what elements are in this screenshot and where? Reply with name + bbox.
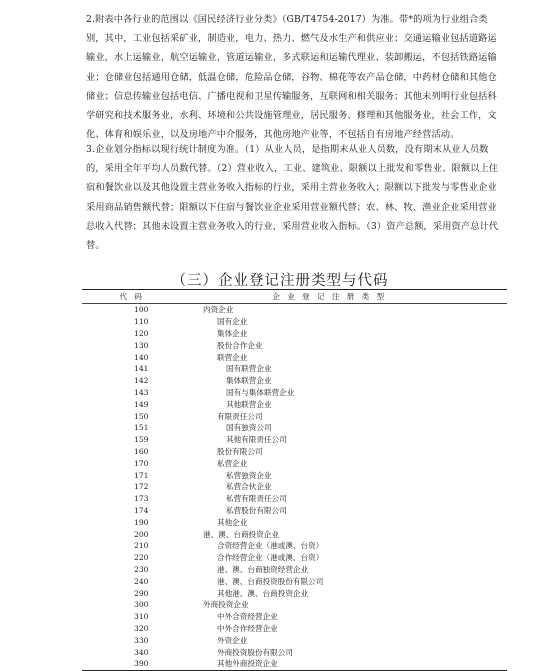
section-title: （三）企业登记注册类型与代码 — [171, 273, 389, 289]
row-code: 170 — [134, 458, 149, 468]
table-row — [82, 599, 507, 611]
table-row — [82, 505, 507, 517]
row-code: 130 — [134, 340, 149, 350]
row-code: 220 — [134, 553, 149, 563]
table-row — [82, 469, 507, 481]
row-name: 国有独资公司 — [226, 423, 272, 433]
table-row — [82, 446, 507, 458]
row-code: 200 — [134, 529, 149, 539]
table-row — [82, 587, 507, 599]
row-code: 151 — [134, 423, 149, 433]
row-name: 其他有限责任公司 — [226, 435, 287, 445]
row-name: 合资经营企业（港或澳、台资） — [217, 541, 324, 551]
table-row — [82, 634, 507, 646]
table-row — [82, 575, 507, 587]
row-name: 合作经营企业（港或澳、台资） — [217, 553, 324, 563]
row-code: 230 — [134, 564, 149, 574]
table-row — [82, 457, 507, 469]
table-row — [82, 363, 507, 375]
row-name: 有限责任公司 — [217, 411, 263, 421]
row-code: 190 — [134, 517, 149, 527]
row-name: 国有与集体联营企业 — [226, 387, 295, 397]
row-code: 310 — [134, 612, 149, 622]
row-name: 国有企业 — [217, 317, 248, 327]
row-name: 港、澳、台商投资企业 — [203, 529, 279, 539]
table-row — [82, 398, 507, 410]
table-row — [82, 375, 507, 387]
table-row — [82, 611, 507, 623]
row-name: 中外合资经营企业 — [217, 612, 278, 622]
row-code: 330 — [134, 635, 149, 645]
row-code: 140 — [134, 352, 149, 362]
row-code: 240 — [134, 576, 149, 586]
row-code: 320 — [134, 623, 149, 633]
table-row — [82, 658, 507, 670]
row-name: 集体企业 — [217, 328, 248, 338]
table-body — [82, 304, 507, 670]
row-code: 173 — [134, 494, 149, 504]
row-name: 外资企业 — [217, 635, 248, 645]
row-code: 171 — [134, 470, 149, 480]
table-row — [82, 516, 507, 528]
row-code: 110 — [134, 317, 149, 327]
row-code: 159 — [134, 435, 149, 445]
row-code: 160 — [134, 446, 149, 456]
table-row — [82, 410, 507, 422]
table-row — [82, 328, 507, 340]
row-code: 120 — [134, 328, 149, 338]
table-row — [82, 422, 507, 434]
registration-type-table — [82, 289, 507, 671]
row-code: 100 — [134, 305, 149, 315]
row-code: 141 — [134, 364, 149, 374]
row-code: 172 — [134, 482, 149, 492]
table-row — [82, 540, 507, 552]
row-code: 174 — [134, 505, 149, 515]
row-code: 300 — [134, 600, 149, 610]
row-code: 290 — [134, 588, 149, 598]
table-row — [82, 481, 507, 493]
row-name: 其他港、澳、台商投资企业 — [217, 588, 309, 598]
table-row — [82, 646, 507, 658]
row-code: 210 — [134, 541, 149, 551]
table-header — [82, 290, 507, 304]
header-code: 代 码 — [119, 292, 145, 301]
row-name: 私营合伙企业 — [226, 482, 272, 492]
row-name: 其他联营企业 — [226, 399, 272, 409]
row-name: 中外合作经营企业 — [217, 623, 278, 633]
table-row — [82, 564, 507, 576]
row-name: 其他外商投资企业 — [217, 659, 278, 669]
table-row — [82, 339, 507, 351]
row-code: 149 — [134, 399, 149, 409]
row-name: 股份合作企业 — [217, 340, 263, 350]
table-row — [82, 351, 507, 363]
row-code: 142 — [134, 376, 149, 386]
row-name: 私营企业 — [217, 458, 248, 468]
table-row — [82, 387, 507, 399]
row-name: 联营企业 — [217, 352, 248, 362]
row-name: 内资企业 — [203, 305, 234, 315]
table-row — [82, 552, 507, 564]
table-row — [82, 493, 507, 505]
row-code: 143 — [134, 387, 149, 397]
paragraph-classification-indicators: 3.企业划分指标以现行统计制度为准。（1）从业人员，是指期末从业人员数，没有期末从业人员数的，采用全年平均人员数代替。（2）营业收入，工业、建筑业、限额以上批发和零售业、限额以上住宿和餐饮业以及其他设置主营业务收入指标的行业，采用主营业务收入；限额以下批发与零售业企业采用商品销售额代替；限额以下住宿与餐饮业企业采用营业额代替；农、林、牧、渔业企业采用营业总收入代替；其他未设置主营业务收入的行业，采用营业收入指标。（3）资产总额，采用资产总计代替。 — [86, 144, 499, 252]
row-name: 港、澳、台商独资经营企业 — [217, 564, 309, 574]
row-name: 私营有限责任公司 — [226, 494, 287, 504]
row-name: 私营独资企业 — [226, 470, 272, 480]
table-row — [82, 304, 507, 316]
table-row — [82, 434, 507, 446]
row-name: 私营股份有限公司 — [226, 505, 287, 515]
row-code: 340 — [134, 647, 149, 657]
row-name: 外商投资股份有限公司 — [217, 647, 293, 657]
row-name: 外商投资企业 — [203, 600, 249, 610]
row-name: 集体联营企业 — [226, 376, 272, 386]
header-name: 企 业 登 记 注 册 类 型 — [272, 292, 387, 301]
table-row — [82, 528, 507, 540]
row-name: 港、澳、台商投资股份有限公司 — [217, 576, 324, 586]
table-row — [82, 316, 507, 328]
table-row — [82, 623, 507, 635]
row-name: 国有联营企业 — [226, 364, 272, 374]
row-name: 其他企业 — [217, 517, 248, 527]
paragraph-industry-scope: 2.附表中各行业的范围以《国民经济行业分类》（GB/T4754-2017）为准。带*的项为行业组合类别，其中，工业包括采矿业，制造业，电力、热力、燃气及水生产和供应业；交通运输业包括道路运输业，水上运输业，航空运输业，管道运输业，多式联运和运输代理业、装卸搬运，不包括铁路运输业；仓储业包括通用仓储，低温仓储，危险品仓储，谷物、棉花等农产品仓储，中药材仓储和其他仓储业；信息传输业包括电信、广播电视和卫星传输服务，互联网和相关服务；其他未列明行业包括科学研究和技术服务业，水利、环境和公共设施管理业，居民服务、修理和其他服务业，社会工作，文化、体育和娱乐业，以及房地产中介服务，其他房地产业等，不包括自有房地产经营活动。 — [86, 14, 497, 141]
row-code: 150 — [134, 411, 149, 421]
row-code: 390 — [134, 659, 149, 669]
row-name: 股份有限公司 — [217, 446, 263, 456]
